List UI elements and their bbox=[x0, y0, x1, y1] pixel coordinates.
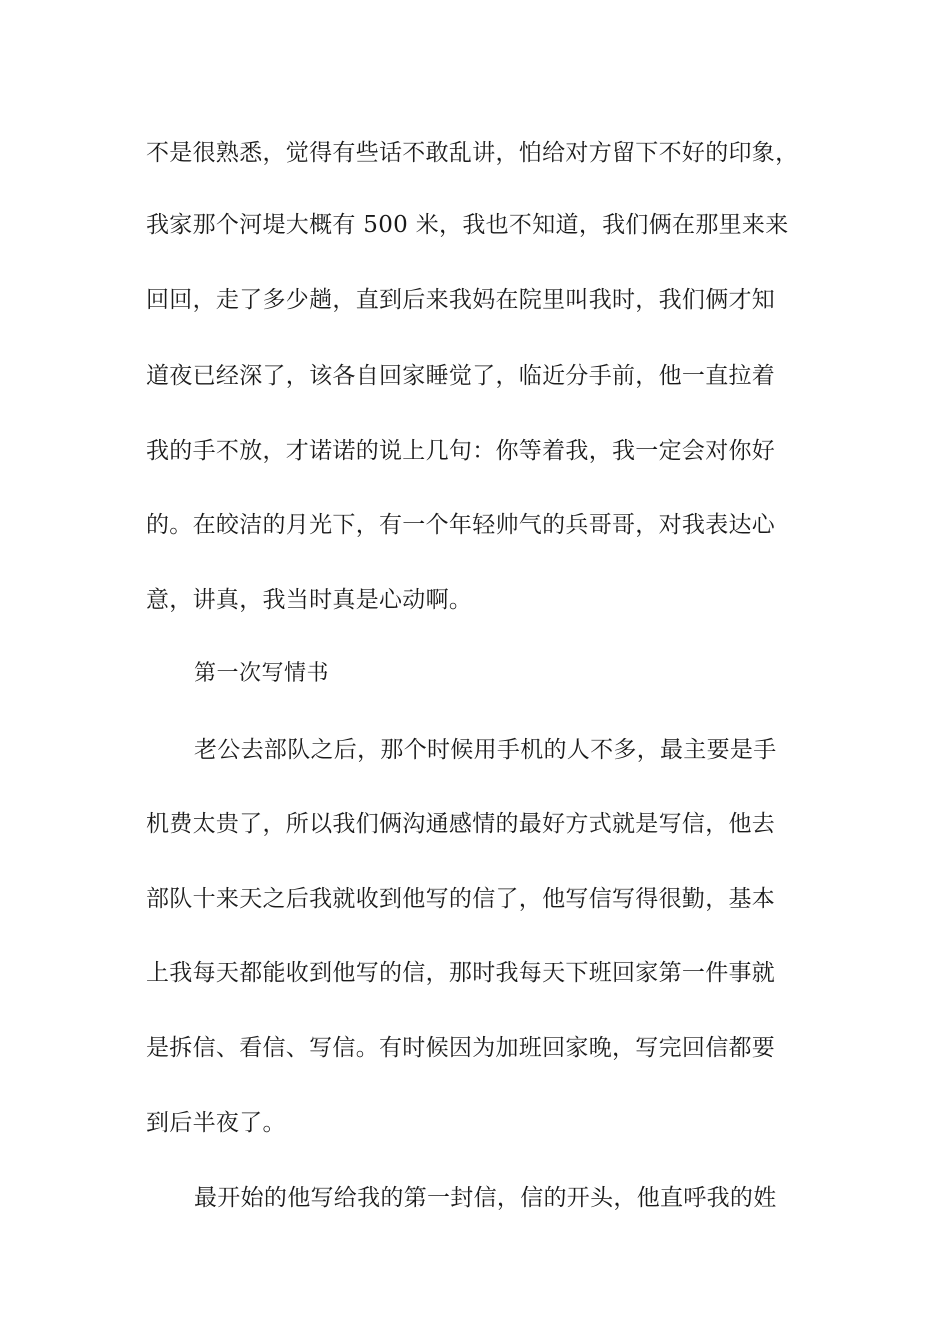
paragraph-line: 最开始的他写给我的第一封信，信的开头，他直呼我的姓 bbox=[194, 1185, 777, 1211]
paragraph-line: 意，讲真，我当时真是心动啊。 bbox=[146, 587, 473, 613]
paragraph-line: 到后半夜了。 bbox=[146, 1110, 286, 1136]
paragraph-line: 机费太贵了，所以我们俩沟通感情的最好方式就是写信，他去 bbox=[146, 811, 776, 837]
paragraph-line: 部队十来天之后我就收到他写的信了，他写信写得很勤，基本 bbox=[146, 886, 776, 912]
section-heading: 第一次写情书 bbox=[194, 661, 330, 686]
paragraph-line: 道夜已经深了，该各自回家睡觉了，临近分手前，他一直拉着 bbox=[146, 363, 776, 389]
paragraph-line: 是拆信、看信、写信。有时候因为加班回家晚，写完回信都要 bbox=[146, 1035, 776, 1061]
paragraph-line: 上我每天都能收到他写的信，那时我每天下班回家第一件事就 bbox=[146, 960, 776, 986]
paragraph-line: 回回，走了多少趟，直到后来我妈在院里叫我时，我们俩才知 bbox=[146, 287, 776, 313]
paragraph-line: 我家那个河堤大概有 500 米，我也不知道，我们俩在那里来来 bbox=[146, 212, 789, 238]
paragraph-line: 我的手不放，才诺诺的说上几句：你等着我，我一定会对你好 bbox=[146, 438, 776, 464]
paragraph-line: 的。在皎洁的月光下，有一个年轻帅气的兵哥哥，对我表达心 bbox=[146, 512, 776, 538]
paragraph-line: 不是很熟悉，觉得有些话不敢乱讲，怕给对方留下不好的印象， bbox=[146, 140, 799, 166]
paragraph-line: 老公去部队之后，那个时候用手机的人不多，最主要是手 bbox=[194, 737, 777, 763]
